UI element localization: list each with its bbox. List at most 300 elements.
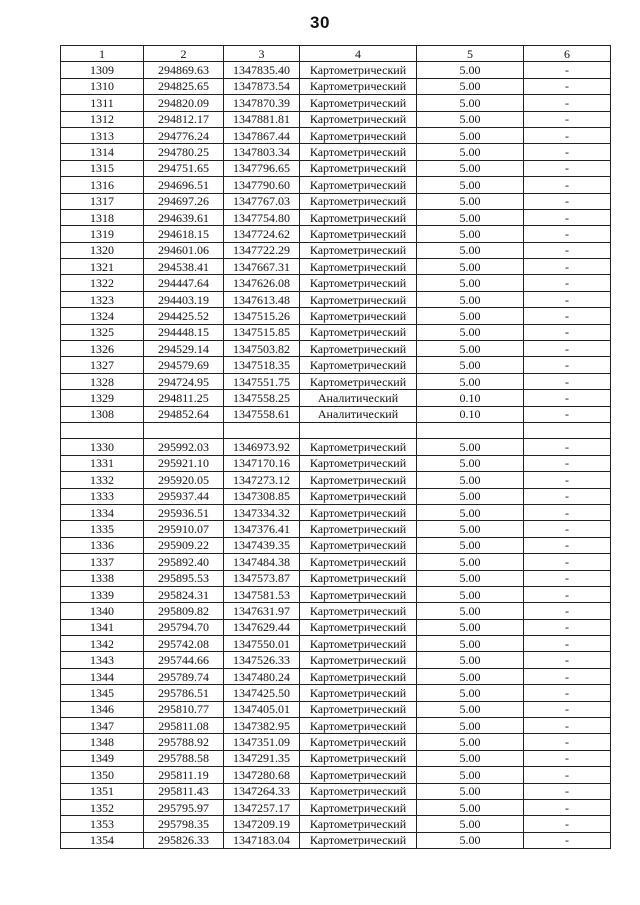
empty-cell <box>300 422 417 438</box>
table-cell: - <box>524 373 611 389</box>
table-cell: Картометрический <box>300 488 417 504</box>
table-cell: 1314 <box>61 144 144 160</box>
table-cell: 1326 <box>61 341 144 357</box>
table-row <box>61 308 611 324</box>
table-row <box>61 750 611 766</box>
table-cell: 1347803.34 <box>224 144 300 160</box>
table-row <box>61 390 611 406</box>
table-cell: 5.00 <box>417 439 524 455</box>
table-cell: 1324 <box>61 308 144 324</box>
table-cell: - <box>524 521 611 537</box>
table-cell: Аналитический <box>300 406 417 422</box>
table-cell: 1347790.60 <box>224 177 300 193</box>
table-cell: 295788.92 <box>144 734 224 750</box>
table-cell: 5.00 <box>417 816 524 832</box>
table-cell: Картометрический <box>300 832 417 848</box>
table-cell: 5.00 <box>417 537 524 553</box>
table-cell: 0.10 <box>417 406 524 422</box>
table-cell: 1347257.17 <box>224 799 300 815</box>
table-cell: 5.00 <box>417 718 524 734</box>
table-cell: 295826.33 <box>144 832 224 848</box>
table-cell: 5.00 <box>417 472 524 488</box>
empty-cell <box>61 422 144 438</box>
table-cell: - <box>524 799 611 815</box>
table-row <box>61 209 611 225</box>
table-cell: Картометрический <box>300 373 417 389</box>
table-cell: 294811.25 <box>144 390 224 406</box>
table-cell: - <box>524 242 611 258</box>
table-cell: 1347209.19 <box>224 816 300 832</box>
table-cell: Картометрический <box>300 554 417 570</box>
table-cell: 5.00 <box>417 504 524 520</box>
table-row <box>61 439 611 455</box>
table-cell: 5.00 <box>417 127 524 143</box>
table-cell: Картометрический <box>300 685 417 701</box>
table-cell: Картометрический <box>300 750 417 766</box>
table-cell: 1315 <box>61 160 144 176</box>
table-cell: 295892.40 <box>144 554 224 570</box>
table-cell: 1338 <box>61 570 144 586</box>
table-cell: 1347558.25 <box>224 390 300 406</box>
table-row <box>61 619 611 635</box>
table-cell: Картометрический <box>300 668 417 684</box>
table-cell: Картометрический <box>300 144 417 160</box>
table-cell: - <box>524 734 611 750</box>
column-header: 2 <box>144 46 224 62</box>
table-cell: 5.00 <box>417 111 524 127</box>
table-cell: Картометрический <box>300 504 417 520</box>
table-row <box>61 488 611 504</box>
table-cell: Картометрический <box>300 783 417 799</box>
table-cell: 1308 <box>61 406 144 422</box>
table-cell: Картометрический <box>300 160 417 176</box>
table-cell: 295786.51 <box>144 685 224 701</box>
table-cell: 1341 <box>61 619 144 635</box>
table-cell: Картометрический <box>300 193 417 209</box>
table-cell: 1312 <box>61 111 144 127</box>
table-cell: 1310 <box>61 78 144 94</box>
table-cell: 1334 <box>61 504 144 520</box>
table-row <box>61 242 611 258</box>
table-cell: - <box>524 127 611 143</box>
table-cell: Картометрический <box>300 570 417 586</box>
table-cell: 1347351.09 <box>224 734 300 750</box>
table-row <box>61 95 611 111</box>
table-cell: 1347796.65 <box>224 160 300 176</box>
table-cell: - <box>524 209 611 225</box>
table-cell: 295742.08 <box>144 636 224 652</box>
empty-cell <box>417 422 524 438</box>
table-cell: Картометрический <box>300 816 417 832</box>
table-cell: - <box>524 619 611 635</box>
table-cell: 1354 <box>61 832 144 848</box>
table-cell: - <box>524 357 611 373</box>
table-cell: 1339 <box>61 586 144 602</box>
table-row <box>61 144 611 160</box>
empty-cell <box>224 422 300 438</box>
table-cell: 1349 <box>61 750 144 766</box>
table-cell: Картометрический <box>300 324 417 340</box>
table-cell: 5.00 <box>417 488 524 504</box>
table-row <box>61 455 611 471</box>
table-cell: 1347480.24 <box>224 668 300 684</box>
table-cell: - <box>524 439 611 455</box>
table-cell: 1347503.82 <box>224 341 300 357</box>
table-cell: 294696.51 <box>144 177 224 193</box>
table-cell: 295811.19 <box>144 767 224 783</box>
table-cell: - <box>524 668 611 684</box>
table-cell: 1346 <box>61 701 144 717</box>
table-cell: 295992.03 <box>144 439 224 455</box>
table-cell: 1317 <box>61 193 144 209</box>
table-cell: 5.00 <box>417 291 524 307</box>
table-row <box>61 783 611 799</box>
table-cell: 294724.95 <box>144 373 224 389</box>
table-cell: 294776.24 <box>144 127 224 143</box>
table-cell: Картометрический <box>300 291 417 307</box>
table-cell: 1347439.35 <box>224 537 300 553</box>
table-cell: 1323 <box>61 291 144 307</box>
table-row <box>61 193 611 209</box>
table-cell: 1347558.61 <box>224 406 300 422</box>
table-cell: 1347722.29 <box>224 242 300 258</box>
table-cell: 1322 <box>61 275 144 291</box>
table-cell: 1347183.04 <box>224 832 300 848</box>
table-cell: - <box>524 291 611 307</box>
table-cell: - <box>524 832 611 848</box>
table-row <box>61 685 611 701</box>
table-cell: 295744.66 <box>144 652 224 668</box>
table-row <box>61 799 611 815</box>
table-cell: - <box>524 701 611 717</box>
table-cell: 294618.15 <box>144 226 224 242</box>
table-row <box>61 603 611 619</box>
table-cell: 294852.64 <box>144 406 224 422</box>
table-cell: 1319 <box>61 226 144 242</box>
table-cell: 1348 <box>61 734 144 750</box>
table-row <box>61 521 611 537</box>
table-cell: 295920.05 <box>144 472 224 488</box>
table-cell: 5.00 <box>417 78 524 94</box>
table-row <box>61 504 611 520</box>
table-cell: 1347550.01 <box>224 636 300 652</box>
table-cell: - <box>524 586 611 602</box>
table-cell: 294425.52 <box>144 308 224 324</box>
table-cell: 294869.63 <box>144 62 224 78</box>
table-cell: 1347280.68 <box>224 767 300 783</box>
table-cell: - <box>524 718 611 734</box>
table-cell: Картометрический <box>300 586 417 602</box>
table-cell: 1347881.81 <box>224 111 300 127</box>
table-cell: 5.00 <box>417 242 524 258</box>
table-cell: 295909.22 <box>144 537 224 553</box>
table-cell: 1351 <box>61 783 144 799</box>
table-cell: 1347551.75 <box>224 373 300 389</box>
table-row <box>61 718 611 734</box>
table-cell: Картометрический <box>300 701 417 717</box>
table-cell: - <box>524 685 611 701</box>
table-body <box>61 62 611 849</box>
table-cell: 1342 <box>61 636 144 652</box>
table-cell: - <box>524 652 611 668</box>
table-cell: - <box>524 472 611 488</box>
table-row <box>61 767 611 783</box>
table-cell: 1320 <box>61 242 144 258</box>
table-cell: - <box>524 816 611 832</box>
table-cell: 295794.70 <box>144 619 224 635</box>
table-cell: 1347835.40 <box>224 62 300 78</box>
table-cell: 295809.82 <box>144 603 224 619</box>
table-row <box>61 816 611 832</box>
table-cell: 5.00 <box>417 341 524 357</box>
table-cell: - <box>524 111 611 127</box>
table-cell: 5.00 <box>417 324 524 340</box>
table-cell: 295937.44 <box>144 488 224 504</box>
table-cell: 1347613.48 <box>224 291 300 307</box>
table-cell: - <box>524 160 611 176</box>
table-cell: 1347631.97 <box>224 603 300 619</box>
table-cell: Картометрический <box>300 537 417 553</box>
table-row <box>61 668 611 684</box>
table-cell: 5.00 <box>417 521 524 537</box>
table-cell: 1327 <box>61 357 144 373</box>
table-cell: Аналитический <box>300 390 417 406</box>
table-row <box>61 554 611 570</box>
table-cell: 294812.17 <box>144 111 224 127</box>
table-cell: 1316 <box>61 177 144 193</box>
table-cell: 5.00 <box>417 570 524 586</box>
table-cell: 295811.08 <box>144 718 224 734</box>
table-cell: Картометрический <box>300 177 417 193</box>
table-cell: 1347 <box>61 718 144 734</box>
table-cell: - <box>524 78 611 94</box>
table-cell: 1347382.95 <box>224 718 300 734</box>
column-header: 3 <box>224 46 300 62</box>
table-cell: 1344 <box>61 668 144 684</box>
table-cell: 1353 <box>61 816 144 832</box>
table-cell: 1347581.53 <box>224 586 300 602</box>
table-cell: 295795.97 <box>144 799 224 815</box>
table-row <box>61 78 611 94</box>
table-cell: Картометрический <box>300 767 417 783</box>
table-row <box>61 357 611 373</box>
table-cell: Картометрический <box>300 734 417 750</box>
table-cell: Картометрический <box>300 111 417 127</box>
table-cell: 1340 <box>61 603 144 619</box>
table-cell: 1329 <box>61 390 144 406</box>
table-cell: Картометрический <box>300 455 417 471</box>
table-cell: 5.00 <box>417 160 524 176</box>
table-cell: 1318 <box>61 209 144 225</box>
table-row <box>61 373 611 389</box>
table-cell: - <box>524 636 611 652</box>
table-cell: Картометрический <box>300 439 417 455</box>
table-cell: 5.00 <box>417 62 524 78</box>
table-cell: Картометрический <box>300 357 417 373</box>
table-cell: 5.00 <box>417 767 524 783</box>
table-cell: 1346973.92 <box>224 439 300 455</box>
table-cell: 294697.26 <box>144 193 224 209</box>
table-row <box>61 62 611 78</box>
table-cell: 1321 <box>61 259 144 275</box>
table-cell: 1347573.87 <box>224 570 300 586</box>
table-cell: 1313 <box>61 127 144 143</box>
table-cell: 1347629.44 <box>224 619 300 635</box>
table-cell: 5.00 <box>417 275 524 291</box>
table-cell: 1347754.80 <box>224 209 300 225</box>
table-cell: 1343 <box>61 652 144 668</box>
table-cell: 1347334.32 <box>224 504 300 520</box>
table-cell: 294447.64 <box>144 275 224 291</box>
table-cell: 295921.10 <box>144 455 224 471</box>
table-cell: - <box>524 406 611 422</box>
table-cell: - <box>524 275 611 291</box>
table-row <box>61 472 611 488</box>
table-cell: - <box>524 750 611 766</box>
table-cell: 1347626.08 <box>224 275 300 291</box>
table-cell: 5.00 <box>417 603 524 619</box>
table-cell: 1331 <box>61 455 144 471</box>
table-row <box>61 324 611 340</box>
table-cell: Картометрический <box>300 341 417 357</box>
table-cell: - <box>524 308 611 324</box>
table-cell: Картометрический <box>300 521 417 537</box>
table-row <box>61 275 611 291</box>
table-cell: 1347308.85 <box>224 488 300 504</box>
table-cell: 5.00 <box>417 373 524 389</box>
table-cell: Картометрический <box>300 619 417 635</box>
table-cell: Картометрический <box>300 799 417 815</box>
table-cell: 1330 <box>61 439 144 455</box>
table-cell: 294579.69 <box>144 357 224 373</box>
table-cell: Картометрический <box>300 636 417 652</box>
table-cell: - <box>524 390 611 406</box>
table-cell: Картометрический <box>300 308 417 324</box>
table-cell: 5.00 <box>417 799 524 815</box>
table-cell: 295936.51 <box>144 504 224 520</box>
table-cell: 5.00 <box>417 783 524 799</box>
group-separator-row <box>61 422 611 438</box>
table-row <box>61 177 611 193</box>
table-cell: 294448.15 <box>144 324 224 340</box>
table-cell: Картометрический <box>300 95 417 111</box>
table-cell: 5.00 <box>417 668 524 684</box>
table-row <box>61 341 611 357</box>
table-cell: 295798.35 <box>144 816 224 832</box>
table-cell: 1347767.03 <box>224 193 300 209</box>
table-cell: 1352 <box>61 799 144 815</box>
table-cell: 295789.74 <box>144 668 224 684</box>
table-cell: 5.00 <box>417 734 524 750</box>
table-row <box>61 734 611 750</box>
table-cell: - <box>524 62 611 78</box>
table-cell: - <box>524 537 611 553</box>
table-cell: - <box>524 177 611 193</box>
table-cell: 1347273.12 <box>224 472 300 488</box>
table-cell: 294538.41 <box>144 259 224 275</box>
page-number: 30 <box>310 13 330 32</box>
table-cell: 1325 <box>61 324 144 340</box>
table-cell: 1337 <box>61 554 144 570</box>
table-row <box>61 160 611 176</box>
table-row <box>61 406 611 422</box>
table-cell: 295895.53 <box>144 570 224 586</box>
table-cell: - <box>524 767 611 783</box>
table-cell: 1347867.44 <box>224 127 300 143</box>
table-cell: - <box>524 783 611 799</box>
table-row <box>61 570 611 586</box>
table-cell: Картометрический <box>300 275 417 291</box>
table-cell: 1347526.33 <box>224 652 300 668</box>
table-cell: 1347264.33 <box>224 783 300 799</box>
table-cell: Картометрический <box>300 652 417 668</box>
table-cell: 5.00 <box>417 652 524 668</box>
table-cell: 5.00 <box>417 750 524 766</box>
table-cell: - <box>524 144 611 160</box>
table-cell: 1347870.39 <box>224 95 300 111</box>
table-cell: - <box>524 324 611 340</box>
table-cell: Картометрический <box>300 127 417 143</box>
table-row <box>61 832 611 848</box>
table-cell: Картометрический <box>300 242 417 258</box>
table-cell: 5.00 <box>417 619 524 635</box>
table-cell: 294780.25 <box>144 144 224 160</box>
table-row <box>61 652 611 668</box>
table-cell: 294601.06 <box>144 242 224 258</box>
table-cell: 294751.65 <box>144 160 224 176</box>
table-cell: 1347724.62 <box>224 226 300 242</box>
table-cell: 1347667.31 <box>224 259 300 275</box>
table-cell: Картометрический <box>300 78 417 94</box>
table-cell: Картометрический <box>300 259 417 275</box>
table-cell: - <box>524 504 611 520</box>
table-cell: - <box>524 554 611 570</box>
table-cell: Картометрический <box>300 472 417 488</box>
column-header: 5 <box>417 46 524 62</box>
table-cell: - <box>524 259 611 275</box>
table-cell: 1311 <box>61 95 144 111</box>
table-cell: 5.00 <box>417 357 524 373</box>
table-cell: 5.00 <box>417 209 524 225</box>
table-cell: 1347170.16 <box>224 455 300 471</box>
table-cell: - <box>524 95 611 111</box>
table-cell: 5.00 <box>417 193 524 209</box>
table-cell: - <box>524 570 611 586</box>
table-cell: 5.00 <box>417 832 524 848</box>
column-header: 4 <box>300 46 417 62</box>
table-cell: 294639.61 <box>144 209 224 225</box>
table-cell: 1347291.35 <box>224 750 300 766</box>
table-cell: 5.00 <box>417 554 524 570</box>
coordinates-table <box>60 45 611 849</box>
table-cell: 1350 <box>61 767 144 783</box>
table-row <box>61 291 611 307</box>
table-cell: - <box>524 455 611 471</box>
table-cell: 5.00 <box>417 636 524 652</box>
table-cell: 1347425.50 <box>224 685 300 701</box>
table-cell: - <box>524 193 611 209</box>
table-cell: - <box>524 488 611 504</box>
table-cell: 294820.09 <box>144 95 224 111</box>
column-header: 6 <box>524 46 611 62</box>
table-cell: 1336 <box>61 537 144 553</box>
table-row <box>61 259 611 275</box>
table-cell: 1347376.41 <box>224 521 300 537</box>
table-cell: 1347873.54 <box>224 78 300 94</box>
table-cell: - <box>524 226 611 242</box>
table-cell: 294529.14 <box>144 341 224 357</box>
table-row <box>61 127 611 143</box>
